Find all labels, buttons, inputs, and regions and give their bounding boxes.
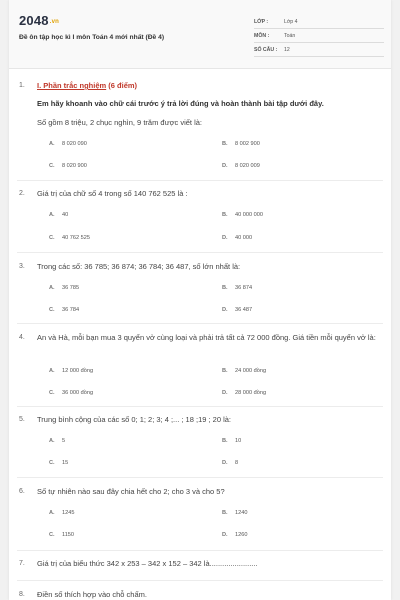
option-text: 8 020 090 — [62, 141, 87, 147]
option-text: 24 000 đồng — [235, 368, 267, 374]
option-text: 8 020 900 — [62, 163, 87, 169]
meta-grade — [254, 15, 384, 29]
option-text: 36 784 — [62, 307, 80, 313]
instruction-text: Em hãy khoanh vào chữ cái trước ý trả lời đúng và hoàn thành bài tập dưới đây. — [37, 99, 324, 108]
option-text: 5 — [62, 438, 66, 444]
option-text: 1240 — [235, 510, 248, 516]
option-label: D. — [222, 390, 228, 396]
option-label: C. — [49, 307, 55, 313]
option-b[interactable] — [222, 141, 260, 147]
option-label: A. — [49, 212, 55, 218]
meta-subject — [254, 29, 384, 43]
question-text: An và Hà, mỗi bạn mua 3 quyển vở cùng loại và phải trả tất cả 72 000 đồng. Giá tiền mỗi quyển vở là: — [37, 333, 376, 342]
option-text: 36 785 — [62, 285, 80, 291]
option-text: 36 487 — [235, 307, 253, 313]
option-label: C. — [49, 235, 55, 241]
option-text: 1260 — [235, 532, 248, 538]
option-d[interactable] — [222, 163, 260, 169]
option-a[interactable] — [49, 368, 93, 374]
option-label: D. — [222, 460, 228, 466]
option-a[interactable] — [49, 212, 68, 218]
option-label: C. — [49, 460, 55, 466]
logo-text: 2048 — [19, 13, 49, 28]
option-text: 8 — [235, 460, 239, 466]
option-text: 1150 — [62, 532, 75, 538]
option-text: 40 000 000 — [235, 212, 263, 218]
option-d[interactable] — [222, 307, 252, 313]
option-a[interactable] — [49, 285, 79, 291]
site-logo[interactable] — [19, 13, 59, 28]
option-label: B. — [222, 510, 228, 516]
option-d[interactable] — [222, 390, 266, 396]
option-d[interactable] — [222, 460, 238, 466]
option-text: 40 — [62, 212, 69, 218]
meta-key: LỚP : — [254, 19, 269, 25]
option-text: 36 874 — [235, 285, 253, 291]
option-c[interactable] — [49, 235, 90, 241]
option-c[interactable] — [49, 460, 68, 466]
section-points: (6 điểm) — [108, 81, 138, 90]
divider — [17, 406, 383, 407]
option-text: 36 000 đồng — [62, 390, 94, 396]
document-title: Đề ôn tập học kì I môn Toán 4 mới nhất (Đề 4) — [19, 34, 165, 41]
option-c[interactable] — [49, 532, 74, 538]
option-text: 28 000 đồng — [235, 390, 267, 396]
section-title: I. Phần trắc nghiệm — [37, 81, 107, 90]
option-label: A. — [49, 141, 55, 147]
option-label: C. — [49, 390, 55, 396]
option-label: D. — [222, 163, 228, 169]
meta-key: MÔN : — [254, 33, 270, 39]
divider — [17, 580, 383, 581]
question-number: 6. — [19, 488, 25, 495]
divider — [17, 252, 383, 253]
option-label: D. — [222, 532, 228, 538]
meta-key: SỐ CÂU : — [254, 47, 278, 53]
meta-value: Toán — [284, 33, 296, 39]
option-b[interactable] — [222, 438, 241, 444]
option-label: B. — [222, 438, 228, 444]
option-a[interactable] — [49, 510, 74, 516]
option-c[interactable] — [49, 307, 79, 313]
question-text: Điền số thích hợp vào chỗ chấm. — [37, 590, 147, 599]
question-number: 2. — [19, 190, 25, 197]
meta-value: Lớp 4 — [284, 19, 298, 25]
option-c[interactable] — [49, 390, 93, 396]
question-text: Số tự nhiên nào sau đây chia hết cho 2; cho 3 và cho 5? — [37, 487, 225, 496]
section-heading — [37, 80, 377, 92]
option-text: 40 000 — [235, 235, 253, 241]
option-text: 8 020 009 — [235, 163, 260, 169]
option-text: 12 000 đồng — [62, 368, 94, 374]
question-number: 8. — [19, 591, 25, 598]
option-d[interactable] — [222, 235, 252, 241]
worksheet-header — [9, 0, 391, 69]
logo-suffix: .vn — [49, 18, 60, 25]
option-b[interactable] — [222, 285, 252, 291]
meta-question-count — [254, 43, 384, 57]
option-label: C. — [49, 163, 55, 169]
question-text: Trung bình cộng của các số 0; 1; 2; 3; 4 ;... ; 18 ;19 ; 20 là: — [37, 415, 232, 424]
question-number: 5. — [19, 416, 25, 423]
option-b[interactable] — [222, 212, 263, 218]
option-b[interactable] — [222, 510, 247, 516]
question-text: Giá trị của chữ số 4 trong số 140 762 525 là : — [37, 189, 188, 198]
option-label: B. — [222, 141, 228, 147]
option-text: 40 762 525 — [62, 235, 90, 241]
option-d[interactable] — [222, 532, 247, 538]
option-label: C. — [49, 532, 55, 538]
option-text: 1245 — [62, 510, 75, 516]
divider — [17, 323, 383, 324]
divider — [17, 477, 383, 478]
divider — [17, 180, 383, 181]
question-number: 3. — [19, 263, 25, 270]
option-text: 15 — [62, 460, 69, 466]
option-label: A. — [49, 510, 55, 516]
question-number: 1. — [19, 82, 25, 89]
option-label: B. — [222, 212, 228, 218]
question-text: Giá trị của biểu thức 342 x 253 – 342 x 152 – 342 là....................... — [37, 559, 258, 568]
option-text: 8 002 900 — [235, 141, 260, 147]
question-text: Số gồm 8 triệu, 2 chục nghìn, 9 trăm được viết là: — [37, 118, 203, 127]
option-c[interactable] — [49, 163, 87, 169]
meta-value: 12 — [284, 47, 290, 53]
option-a[interactable] — [49, 438, 65, 444]
option-text: 10 — [235, 438, 242, 444]
worksheet-page — [9, 0, 391, 600]
option-label: A. — [49, 285, 55, 291]
option-label: D. — [222, 235, 228, 241]
option-label: B. — [222, 285, 228, 291]
option-label: D. — [222, 307, 228, 313]
option-label: A. — [49, 438, 55, 444]
question-number: 7. — [19, 560, 25, 567]
option-label: A. — [49, 368, 55, 374]
option-a[interactable] — [49, 141, 87, 147]
option-b[interactable] — [222, 368, 266, 374]
question-number: 4. — [19, 334, 25, 341]
divider — [17, 550, 383, 551]
option-label: B. — [222, 368, 228, 374]
question-text: Trong các số: 36 785; 36 874; 36 784; 36 487, số lớn nhất là: — [37, 262, 241, 271]
